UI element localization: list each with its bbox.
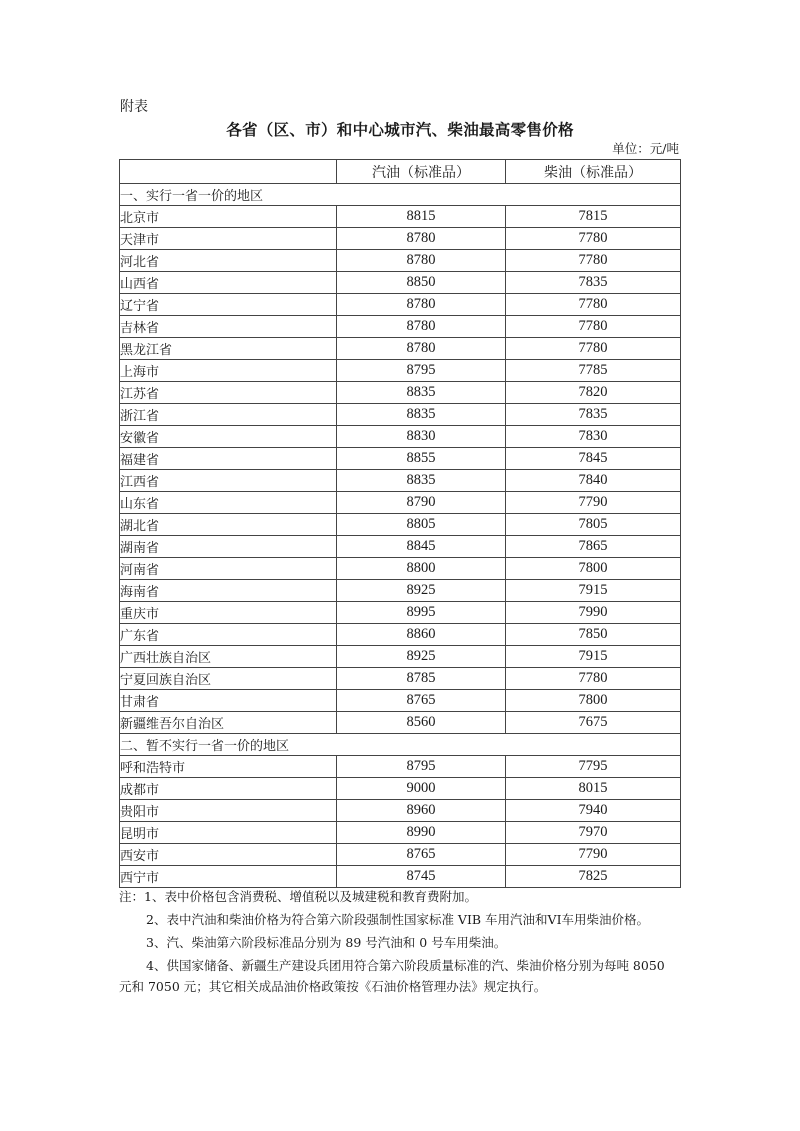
diesel-price-cell: 7800 bbox=[506, 690, 681, 712]
region-cell: 甘肃省 bbox=[120, 690, 337, 712]
region-cell: 湖北省 bbox=[120, 514, 337, 536]
region-cell: 湖南省 bbox=[120, 536, 337, 558]
note-3: 3、汽、柴油第六阶段标准品分别为 89 号汽油和 0 号车用柴油。 bbox=[146, 935, 507, 950]
table-row bbox=[120, 338, 681, 360]
diesel-price-cell: 7835 bbox=[506, 404, 681, 426]
table-body bbox=[120, 184, 681, 888]
table-row bbox=[120, 668, 681, 690]
table-row bbox=[120, 558, 681, 580]
region-cell: 呼和浩特市 bbox=[120, 756, 337, 778]
diesel-price-cell: 7820 bbox=[506, 382, 681, 404]
table-row bbox=[120, 800, 681, 822]
diesel-price-cell: 7815 bbox=[506, 206, 681, 228]
region-cell: 贵阳市 bbox=[120, 800, 337, 822]
table-row bbox=[120, 866, 681, 888]
gasoline-price-cell: 8815 bbox=[337, 206, 506, 228]
table-row bbox=[120, 624, 681, 646]
gasoline-price-cell: 8765 bbox=[337, 844, 506, 866]
gasoline-price-cell: 8990 bbox=[337, 822, 506, 844]
region-cell: 黑龙江省 bbox=[120, 338, 337, 360]
diesel-price-cell: 7790 bbox=[506, 844, 681, 866]
gasoline-price-cell: 8845 bbox=[337, 536, 506, 558]
table-row bbox=[120, 250, 681, 272]
note-2: 2、表中汽油和柴油价格为符合第六阶段强制性国家标准 VIB 车用汽油和VI车用柴油价格。 bbox=[146, 912, 650, 927]
region-cell: 江苏省 bbox=[120, 382, 337, 404]
diesel-price-cell: 7800 bbox=[506, 558, 681, 580]
region-cell: 西宁市 bbox=[120, 866, 337, 888]
diesel-price-cell: 8015 bbox=[506, 778, 681, 800]
table-row bbox=[120, 426, 681, 448]
gasoline-price-cell: 8960 bbox=[337, 800, 506, 822]
table-row bbox=[120, 778, 681, 800]
table-row bbox=[120, 272, 681, 294]
diesel-price-cell: 7915 bbox=[506, 646, 681, 668]
table-row bbox=[120, 536, 681, 558]
region-cell: 河南省 bbox=[120, 558, 337, 580]
region-cell: 海南省 bbox=[120, 580, 337, 602]
diesel-price-cell: 7825 bbox=[506, 866, 681, 888]
table-row bbox=[120, 756, 681, 778]
diesel-price-cell: 7970 bbox=[506, 822, 681, 844]
region-cell: 成都市 bbox=[120, 778, 337, 800]
diesel-price-cell: 7675 bbox=[506, 712, 681, 734]
region-cell: 宁夏回族自治区 bbox=[120, 668, 337, 690]
diesel-price-cell: 7795 bbox=[506, 756, 681, 778]
header-gasoline: 汽油（标准品） bbox=[337, 160, 506, 184]
diesel-price-cell: 7790 bbox=[506, 492, 681, 514]
gasoline-price-cell: 8835 bbox=[337, 382, 506, 404]
gasoline-price-cell: 8860 bbox=[337, 624, 506, 646]
table-row bbox=[120, 602, 681, 624]
region-cell: 新疆维吾尔自治区 bbox=[120, 712, 337, 734]
unit-label: 单位：元/吨 bbox=[612, 141, 679, 156]
gasoline-price-cell: 9000 bbox=[337, 778, 506, 800]
diesel-price-cell: 7865 bbox=[506, 536, 681, 558]
gasoline-price-cell: 8780 bbox=[337, 294, 506, 316]
region-cell: 广东省 bbox=[120, 624, 337, 646]
gasoline-price-cell: 8780 bbox=[337, 250, 506, 272]
gasoline-price-cell: 8835 bbox=[337, 470, 506, 492]
diesel-price-cell: 7780 bbox=[506, 316, 681, 338]
diesel-price-cell: 7780 bbox=[506, 668, 681, 690]
section-row bbox=[120, 184, 681, 206]
diesel-price-cell: 7785 bbox=[506, 360, 681, 382]
region-cell: 重庆市 bbox=[120, 602, 337, 624]
gasoline-price-cell: 8780 bbox=[337, 338, 506, 360]
table-row bbox=[120, 690, 681, 712]
gasoline-price-cell: 8795 bbox=[337, 360, 506, 382]
diesel-price-cell: 7780 bbox=[506, 228, 681, 250]
region-cell: 西安市 bbox=[120, 844, 337, 866]
notes bbox=[119, 886, 681, 997]
diesel-price-cell: 7915 bbox=[506, 580, 681, 602]
region-cell: 辽宁省 bbox=[120, 294, 337, 316]
diesel-price-cell: 7845 bbox=[506, 448, 681, 470]
region-cell: 北京市 bbox=[120, 206, 337, 228]
table-row bbox=[120, 360, 681, 382]
header-region bbox=[120, 160, 337, 184]
diesel-price-cell: 7835 bbox=[506, 272, 681, 294]
table-row bbox=[120, 206, 681, 228]
table-row bbox=[120, 492, 681, 514]
table-header-row bbox=[120, 160, 681, 184]
region-cell: 福建省 bbox=[120, 448, 337, 470]
table-row bbox=[120, 470, 681, 492]
table-row bbox=[120, 448, 681, 470]
gasoline-price-cell: 8560 bbox=[337, 712, 506, 734]
diesel-price-cell: 7780 bbox=[506, 294, 681, 316]
gasoline-price-cell: 8800 bbox=[337, 558, 506, 580]
diesel-price-cell: 7840 bbox=[506, 470, 681, 492]
table-row bbox=[120, 844, 681, 866]
gasoline-price-cell: 8850 bbox=[337, 272, 506, 294]
diesel-price-cell: 7990 bbox=[506, 602, 681, 624]
diesel-price-cell: 7780 bbox=[506, 338, 681, 360]
gasoline-price-cell: 8790 bbox=[337, 492, 506, 514]
section-label: 二、暂不实行一省一价的地区 bbox=[120, 734, 681, 756]
section-label: 一、实行一省一价的地区 bbox=[120, 184, 681, 206]
region-cell: 天津市 bbox=[120, 228, 337, 250]
table-row bbox=[120, 228, 681, 250]
header-diesel: 柴油（标准品） bbox=[506, 160, 681, 184]
appendix-label: 附表 bbox=[120, 99, 148, 115]
table-row bbox=[120, 580, 681, 602]
gasoline-price-cell: 8830 bbox=[337, 426, 506, 448]
gasoline-price-cell: 8835 bbox=[337, 404, 506, 426]
table-row bbox=[120, 646, 681, 668]
table-row bbox=[120, 514, 681, 536]
region-cell: 江西省 bbox=[120, 470, 337, 492]
section-row bbox=[120, 734, 681, 756]
gasoline-price-cell: 8785 bbox=[337, 668, 506, 690]
price-table bbox=[119, 159, 681, 888]
region-cell: 安徽省 bbox=[120, 426, 337, 448]
region-cell: 山东省 bbox=[120, 492, 337, 514]
gasoline-price-cell: 8925 bbox=[337, 580, 506, 602]
diesel-price-cell: 7850 bbox=[506, 624, 681, 646]
gasoline-price-cell: 8745 bbox=[337, 866, 506, 888]
gasoline-price-cell: 8780 bbox=[337, 228, 506, 250]
region-cell: 上海市 bbox=[120, 360, 337, 382]
region-cell: 浙江省 bbox=[120, 404, 337, 426]
document-title: 各省（区、市）和中心城市汽、柴油最高零售价格 bbox=[226, 121, 574, 139]
diesel-price-cell: 7805 bbox=[506, 514, 681, 536]
table-row bbox=[120, 712, 681, 734]
table-row bbox=[120, 294, 681, 316]
region-cell: 广西壮族自治区 bbox=[120, 646, 337, 668]
diesel-price-cell: 7940 bbox=[506, 800, 681, 822]
gasoline-price-cell: 8780 bbox=[337, 316, 506, 338]
diesel-price-cell: 7830 bbox=[506, 426, 681, 448]
table-row bbox=[120, 404, 681, 426]
gasoline-price-cell: 8765 bbox=[337, 690, 506, 712]
gasoline-price-cell: 8795 bbox=[337, 756, 506, 778]
gasoline-price-cell: 8805 bbox=[337, 514, 506, 536]
table-row bbox=[120, 382, 681, 404]
gasoline-price-cell: 8855 bbox=[337, 448, 506, 470]
table-row bbox=[120, 316, 681, 338]
region-cell: 昆明市 bbox=[120, 822, 337, 844]
note-1: 注：1、表中价格包含消费税、增值税以及城建税和教育费附加。 bbox=[119, 889, 477, 904]
table-row bbox=[120, 822, 681, 844]
region-cell: 山西省 bbox=[120, 272, 337, 294]
region-cell: 吉林省 bbox=[120, 316, 337, 338]
gasoline-price-cell: 8995 bbox=[337, 602, 506, 624]
region-cell: 河北省 bbox=[120, 250, 337, 272]
gasoline-price-cell: 8925 bbox=[337, 646, 506, 668]
note-4: 4、供国家储备、新疆生产建设兵团用符合第六阶段质量标准的汽、柴油价格分别为每吨 8050 元和 7050 元；其它相关成品油价格政策按《石油价格管理办法》规定执行。 bbox=[119, 958, 665, 994]
diesel-price-cell: 7780 bbox=[506, 250, 681, 272]
